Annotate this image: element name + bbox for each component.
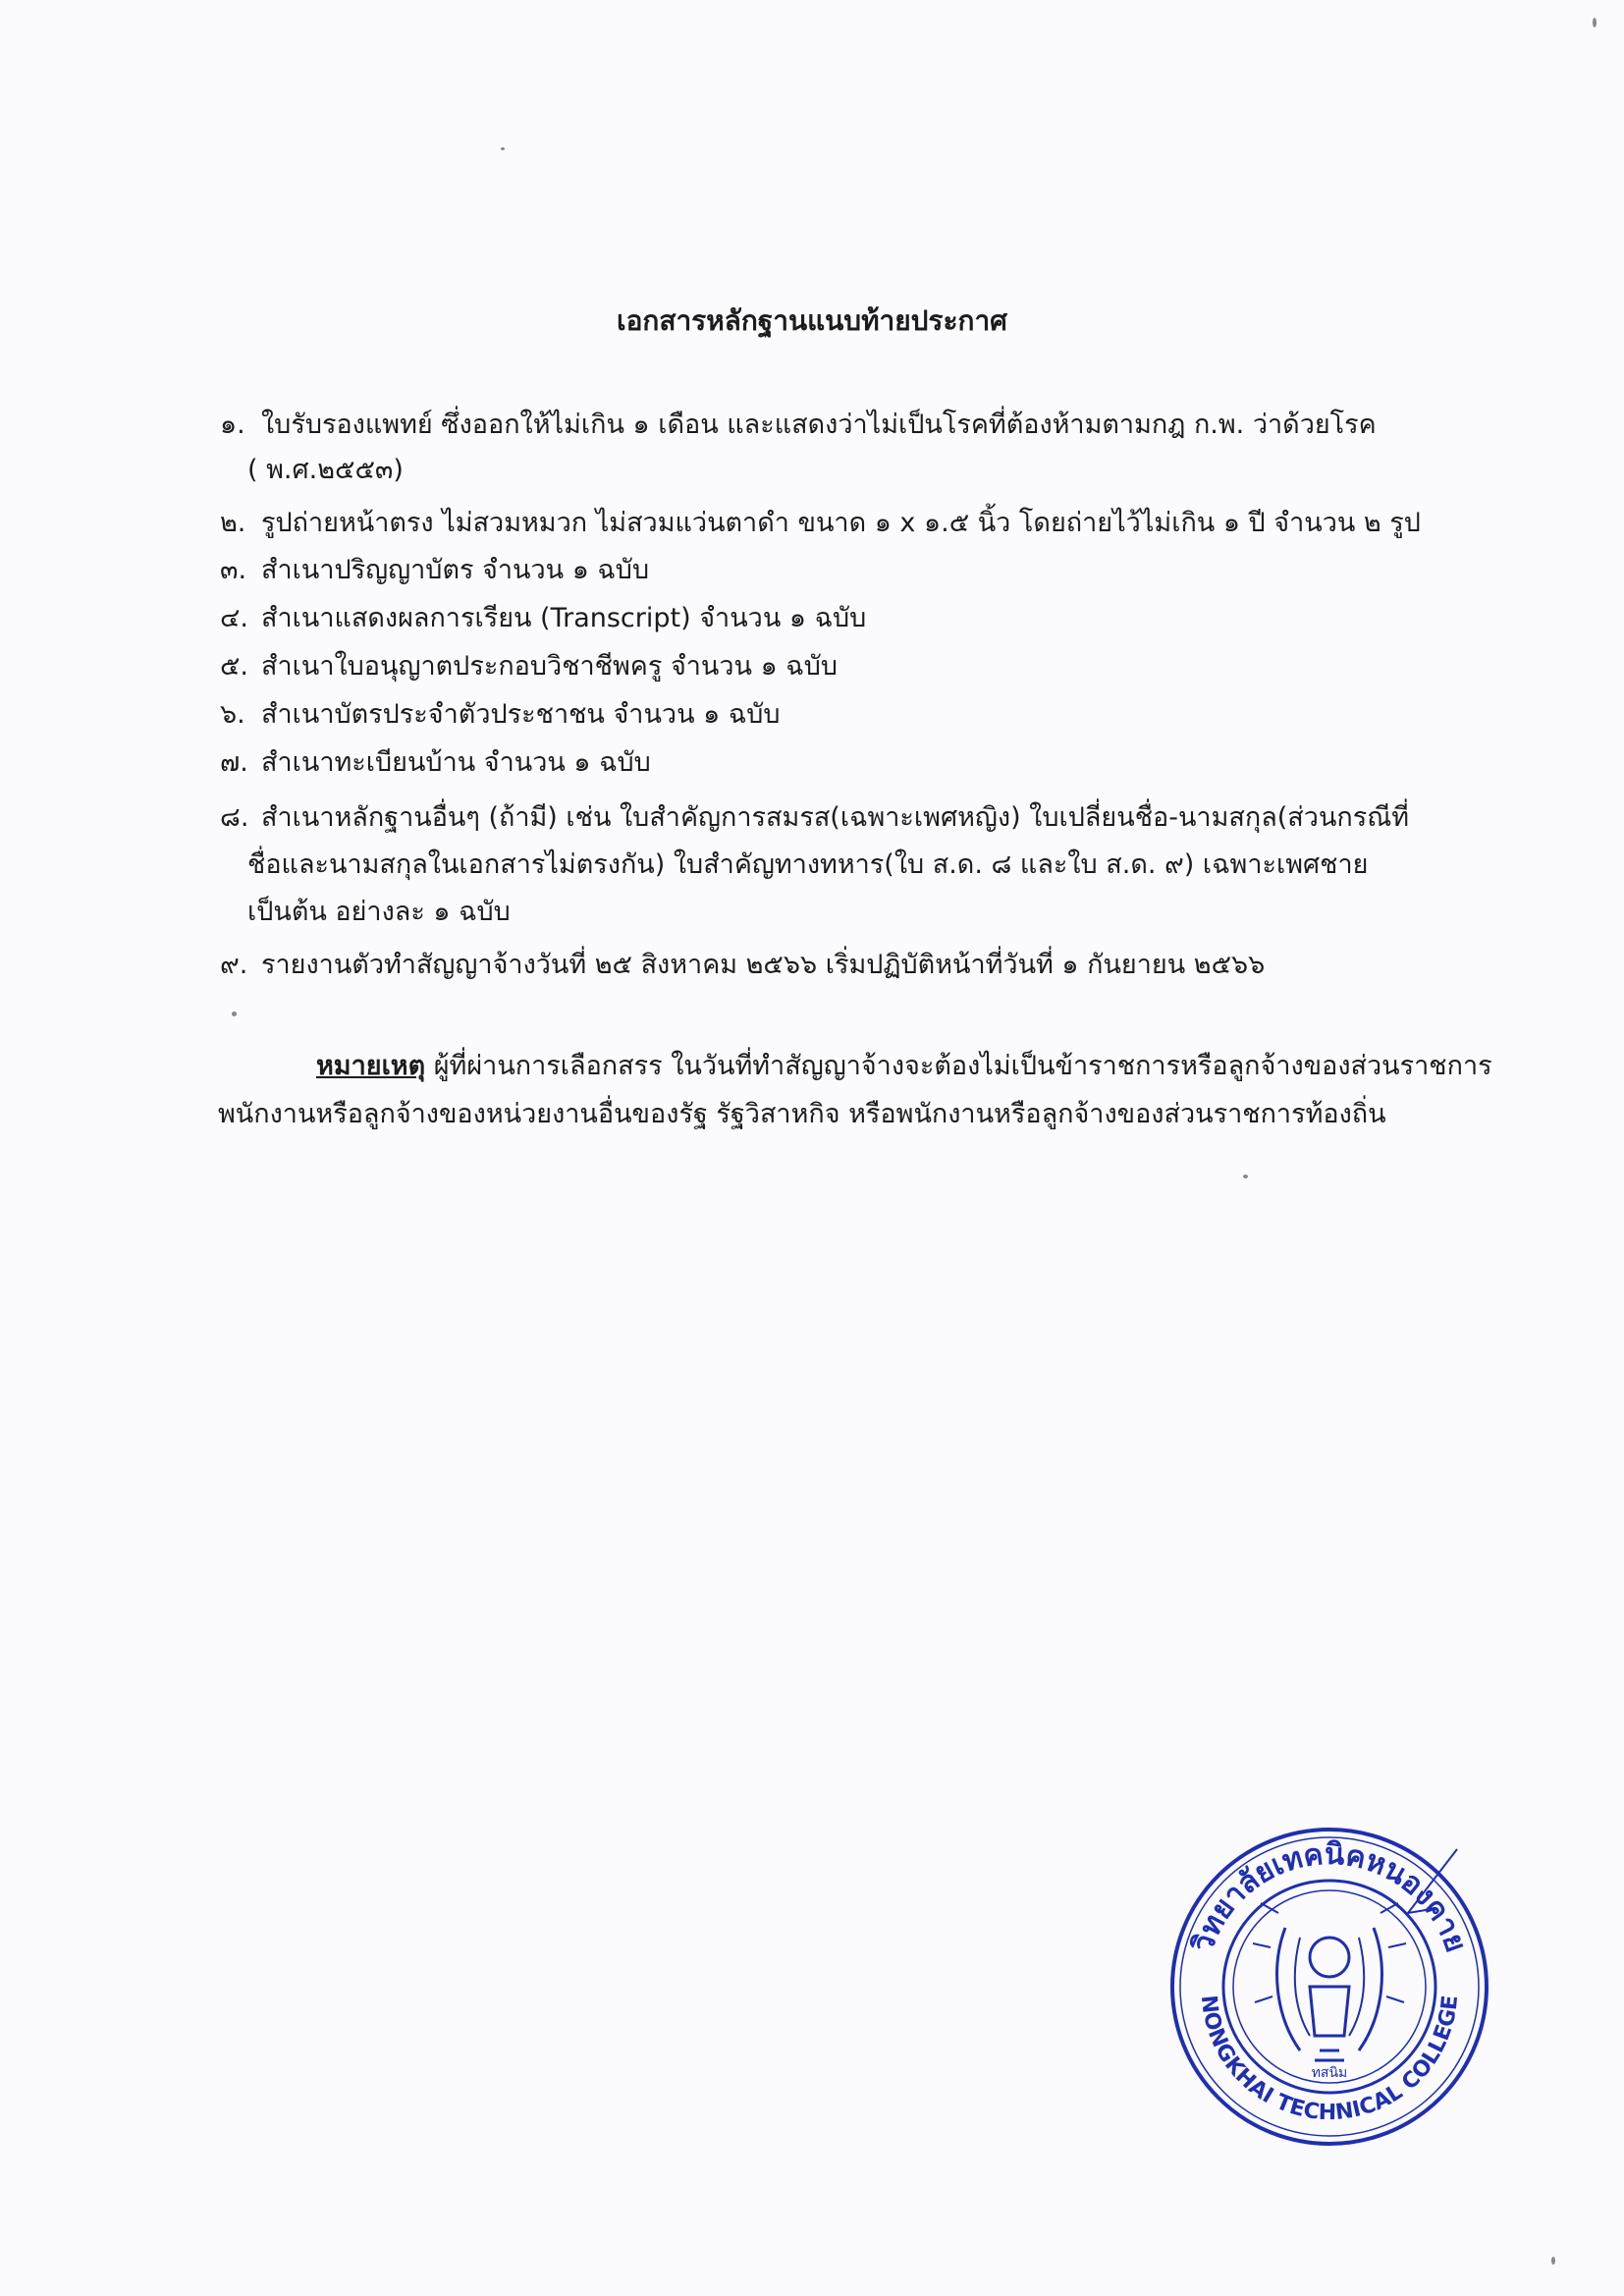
list-item-3: [220, 548, 649, 590]
list-item-6: [220, 692, 781, 735]
item-number: ๓.: [220, 555, 247, 585]
item-number: ๑.: [220, 410, 245, 440]
item-number: ๕.: [220, 651, 249, 682]
scan-speck: [1243, 1175, 1248, 1178]
note-label: หมายเหตุ: [316, 1051, 426, 1081]
item-text: สำเนาปริญญาบัตร จำนวน ๑ ฉบับ: [261, 555, 650, 585]
list-item-8: [220, 795, 1409, 838]
item-text: รูปถ่ายหน้าตรง ไม่สวมหมวก ไม่สวมแว่นตาดำ ขนาด ๑ x ๑.๕ นิ้ว โดยถ่ายไว้ไม่เกิน ๑ ปี จำนวน ๒ รูป: [261, 508, 1421, 538]
item-number: ๗.: [220, 747, 248, 778]
item-text: สำเนาบัตรประจำตัวประชาชน จำนวน ๑ ฉบับ: [261, 699, 781, 730]
list-item-7: [220, 740, 651, 783]
seal-text-inner: ทสนิม: [1311, 2065, 1348, 2081]
item-number: ๔.: [220, 603, 249, 633]
item-text: สำเนาแสดงผลการเรียน (Transcript) จำนวน ๑ ฉบับ: [261, 603, 867, 633]
seal-text-bottom: NONGKHAI TECHNICAL COLLEGE: [1195, 1994, 1464, 2126]
document-title: เอกสารหลักฐานแนบท้ายประกาศ: [617, 304, 1007, 337]
scan-speck: [1551, 2257, 1555, 2265]
item-text: สำเนาทะเบียนบ้าน จำนวน ๑ ฉบับ: [261, 747, 651, 778]
item-text: สำเนาหลักฐานอื่นๆ (ถ้ามี) เช่น ใบสำคัญการสมรส(เฉพาะเพศหญิง) ใบเปลี่ยนชื่อ-นามสกุล(ส่วนกรณีที่: [261, 802, 1410, 833]
note-line-1: [316, 1044, 1492, 1086]
item-text: สำเนาใบอนุญาตประกอบวิชาชีพครู จำนวน ๑ ฉบับ: [261, 651, 838, 682]
list-item-4: [220, 596, 866, 638]
item-number: ๙.: [220, 950, 248, 980]
item-text: รายงานตัวทำสัญญาจ้างวันที่ ๒๕ สิงหาคม ๒๕๖๖ เริ่มปฏิบัติหน้าที่วันที่ ๑ กันยายน ๒๕๖๖: [261, 950, 1266, 980]
note-line-2: พนักงานหรือลูกจ้างของหน่วยงานอื่นของรัฐ รัฐวิสาหกิจ หรือพนักงานหรือลูกจ้างของส่วนราชการท้องถิ่น: [218, 1099, 1386, 1129]
item-text: ใบรับรองแพทย์ ซึ่งออกให้ไม่เกิน ๑ เดือน และแสดงว่าไม่เป็นโรคที่ต้องห้ามตามกฎ ก.พ. ว่าด้วยโรค: [261, 410, 1377, 440]
list-item-2: [220, 501, 1421, 543]
scan-speck: [1593, 18, 1597, 27]
scan-speck: [232, 1011, 237, 1016]
list-item-9: [220, 943, 1265, 985]
item-number: ๘.: [220, 802, 249, 833]
seal-text-top: วิทยาลัยเทคนิคหนองคาย: [1185, 1836, 1474, 1957]
list-item-1: [220, 403, 1377, 445]
scan-speck: [501, 147, 505, 150]
college-seal: [1163, 1820, 1496, 2154]
list-item-8-continuation-2: เป็นต้น อย่างละ ๑ ฉบับ: [247, 897, 511, 927]
item-number: ๒.: [220, 508, 246, 538]
item-number: ๖.: [220, 699, 245, 730]
list-item-8-continuation-1: ชื่อและนามสกุลในเอกสารไม่ตรงกัน) ใบสำคัญทางทหาร(ใบ ส.ด. ๘ และใบ ส.ด. ๙) เฉพาะเพศชาย: [247, 849, 1369, 880]
note-text-1: ผู้ที่ผ่านการเลือกสรร ในวันที่ทำสัญญาจ้างจะต้องไม่เป็นข้าราชการหรือลูกจ้างของส่วนราชการ: [425, 1051, 1492, 1081]
list-item-1-continuation: ( พ.ศ.๒๕๕๓): [247, 455, 404, 485]
list-item-5: [220, 644, 838, 686]
